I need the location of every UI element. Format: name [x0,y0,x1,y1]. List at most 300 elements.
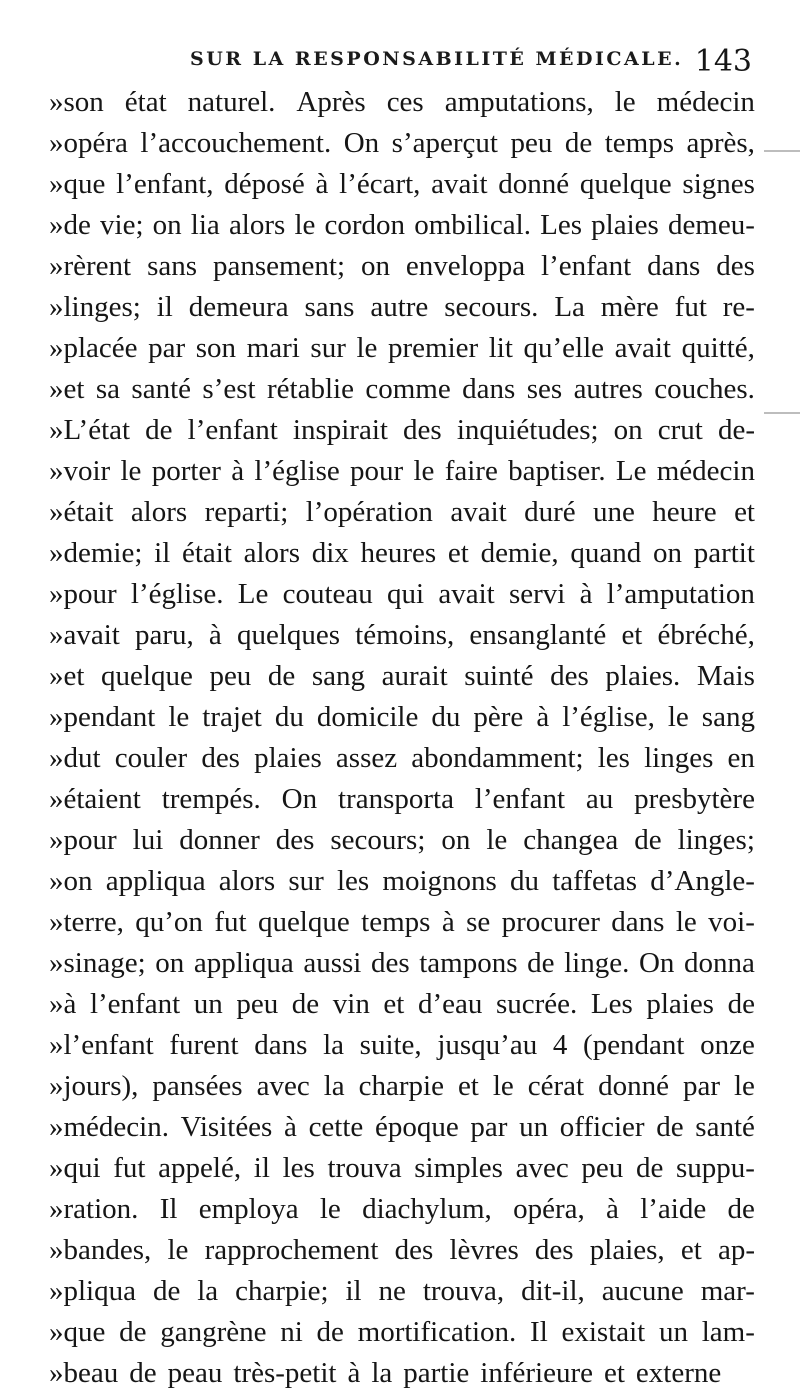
word: avait [614,332,671,364]
word: après, [686,127,755,159]
word: des [534,1234,574,1266]
word: faire [444,455,498,487]
word: très-petit [233,1357,337,1389]
word: dit-il, [521,1275,585,1307]
word: »l’enfant [49,1029,154,1061]
word: peu [510,127,553,159]
word: sur [288,865,324,897]
word: une [593,496,635,528]
word: »pendant [49,701,156,733]
word: ap- [717,1234,755,1266]
word: transporta [337,783,454,815]
word: abondamment; [411,742,584,774]
word: le [294,209,316,241]
word: charpie; [235,1275,329,1307]
word: l’enfant [541,250,632,282]
word: inspirait [292,414,388,446]
text-line [49,369,755,410]
word: crut [657,414,703,446]
word: baptiser. [508,455,606,487]
word: Mais [696,660,755,692]
word: il [154,537,171,569]
word: santé [695,1111,755,1143]
word: rétablie [267,373,354,405]
word: naturel. [187,86,276,118]
word: d’eau [417,988,483,1020]
word: état [124,86,167,118]
word: cette [308,1111,364,1143]
word: reparti; [204,496,289,528]
page-header [160,44,752,84]
word: médecin [656,455,755,487]
word: porter [151,455,221,487]
word: »L’état [49,414,131,446]
word: on [441,824,471,856]
word: Le [615,455,647,487]
word: re- [722,291,755,323]
word: pour [350,455,404,487]
word: domicile [316,701,419,733]
text-line [49,492,755,533]
word: donna [684,947,755,979]
margin-mark [764,412,800,414]
word: cordon [324,209,406,241]
word: des [201,742,240,774]
text-line [49,574,755,615]
word: »dut [49,742,101,774]
word: aussi [303,947,362,979]
word: »jours), [49,1070,139,1102]
running-head: SUR LA RESPONSABILITÉ MÉDICALE. [190,48,684,70]
word: de [635,1152,664,1184]
word: cérat [527,1070,585,1102]
word: alors [218,865,276,897]
word: plaies [591,209,659,241]
word: moignons [382,865,497,897]
word: de [291,988,320,1020]
word: On [343,127,380,159]
word: sucrée. [495,988,578,1020]
word: l’amputation [606,578,755,610]
word: les [597,742,630,774]
word: temps [604,127,674,159]
text-line [49,820,755,861]
word: et [603,1357,625,1389]
word: alors [130,496,188,528]
word: on [155,947,185,979]
word: furent [169,1029,239,1061]
word: à [536,701,550,733]
text-line [49,943,755,984]
word: autres [573,373,643,405]
word: le [492,1070,514,1102]
word: et [734,496,755,528]
word: »médecin. [49,1111,169,1143]
word: du [431,701,461,733]
word: trempés. [161,783,261,815]
word: du [274,701,304,733]
word: rapprochement [204,1234,379,1266]
word: des [394,1234,434,1266]
word: suppu- [676,1152,755,1184]
word: avait [438,578,495,610]
word: de [119,1316,147,1348]
word: Le [237,578,269,610]
word: pansées [152,1070,243,1102]
word: Après [296,86,366,118]
word: existait [561,1316,646,1348]
word: onze [700,1029,755,1061]
word: »étaient [49,783,141,815]
word: par [682,1070,720,1102]
word: on [152,209,182,241]
word: appliqua [105,865,206,897]
word: l’enfant [187,414,278,446]
word: »pliqua [49,1275,136,1307]
text-line [49,328,755,369]
text-line [49,697,755,738]
word: »linges; [49,291,141,323]
word: on [360,250,390,282]
word: et [621,619,643,651]
word: »rèrent [49,250,132,282]
word: changea [523,824,619,856]
word: le [667,701,689,733]
word: des [275,824,315,856]
word: il [156,291,173,323]
word: peu [209,660,252,692]
word: charpie [358,1070,444,1102]
word: lèvres [449,1234,519,1266]
word: Visitées [180,1111,273,1143]
word: le [168,701,190,733]
word: fut [214,906,247,938]
text-line [49,82,755,123]
word: duré [524,496,576,528]
word: des [716,250,755,282]
word: »était [49,496,114,528]
text-line [49,533,755,574]
word: autre [370,291,429,323]
word: mortification. [357,1316,517,1348]
word: couches. [654,373,755,405]
word: pansement; [212,250,346,282]
word: inquiétudes; [456,414,599,446]
text-line [49,1025,755,1066]
word: il [345,1275,362,1307]
word: et [383,988,405,1020]
word: son [195,332,237,364]
word: quelque [579,168,672,200]
word: suite, [359,1029,422,1061]
word: le [413,455,435,487]
word: trouva, [422,1275,505,1307]
word: »que [49,1316,106,1348]
word: et [680,1234,702,1266]
word: »beau [49,1357,119,1389]
word: linges; [677,824,755,856]
text-line [49,1148,755,1189]
word: s’est [202,373,256,405]
word: l’accouchement. [140,127,332,159]
word: premier [387,332,479,364]
word: de- [717,414,755,446]
word: le [120,455,142,487]
word: des [550,660,589,692]
word: qu’on [135,906,203,938]
word: sans [147,250,198,282]
text-line [49,1353,755,1394]
word: signes [682,168,755,200]
word: »et [49,660,85,692]
word: d’Angle- [650,865,755,897]
word: l’écart, [339,168,421,200]
word: Les [540,209,582,241]
word: témoins, [355,619,455,651]
word: Les [590,988,633,1020]
word: le [614,86,636,118]
word: époque [374,1111,459,1143]
word: un [193,988,223,1020]
word: de [727,988,755,1020]
word: demie, [480,537,559,569]
word: »demie; [49,537,143,569]
word: de [145,414,173,446]
word: officier [559,1111,645,1143]
word: santé [131,373,192,405]
word: de [316,1316,344,1348]
word: dans [462,373,516,405]
word: diachylum, [362,1193,492,1225]
word: taffetas [552,865,638,897]
word: gangrène [160,1316,267,1348]
word: l’enfant, [116,168,214,200]
word: alors [228,209,286,241]
word: »de [49,209,91,241]
word: l’église [254,455,340,487]
word: avec [515,1152,569,1184]
word: 4 [552,1029,568,1061]
word: lui [132,824,164,856]
word: »sinage; [49,947,146,979]
page-number: 143 [694,44,752,79]
word: les [337,865,370,897]
word: »son [49,86,104,118]
word: médecin [656,86,755,118]
word: l’opération [305,496,433,528]
word: trouva [327,1152,402,1184]
word: »pour [49,578,117,610]
word: appliqua [193,947,294,979]
word: temps [361,906,431,938]
word: à [208,619,222,651]
word: l’enfant [474,783,566,815]
word: avait [450,496,507,528]
word: à [315,168,329,200]
word: alors [243,537,300,569]
word: mar- [700,1275,755,1307]
word: ombilical. [414,209,531,241]
word: l’enfant [89,988,181,1020]
word: à [284,1111,297,1143]
word: un [658,1316,688,1348]
word: Il [530,1316,548,1348]
word: la [371,1357,393,1389]
word: assez [335,742,398,774]
word: quitté, [681,332,755,364]
word: ébréché, [657,619,755,651]
word: la [323,1029,344,1061]
word: des [370,947,410,979]
word: secours. [444,291,539,323]
word: en [727,742,755,774]
word: trajet [202,701,262,733]
word: peu [236,988,279,1020]
word: ses [526,373,563,405]
word: avait [431,168,488,200]
word: (pendant [583,1029,685,1061]
word: simples [414,1152,503,1184]
word: tampons [419,947,518,979]
word: inférieure [480,1357,593,1389]
word: ces [386,86,424,118]
text-line [49,451,755,492]
word: peau [167,1357,223,1389]
word: servi [508,578,566,610]
word: quelques [236,619,341,651]
word: de [634,824,662,856]
word: quelque [257,906,350,938]
word: du [510,865,540,897]
word: un [519,1111,549,1143]
word: et [457,1070,479,1102]
text-line [49,410,755,451]
text-line [49,1107,755,1148]
word: heure [652,496,717,528]
word: aucune [601,1275,684,1307]
word: était [181,537,232,569]
word: fut [113,1152,146,1184]
word: »qui [49,1152,101,1184]
word: On [638,947,675,979]
word: secours; [330,824,426,856]
word: sur [310,332,346,364]
text-line [49,1271,755,1312]
word: On [281,783,318,815]
word: »que [49,168,106,200]
word: dix [311,537,349,569]
word: ni [280,1316,303,1348]
text-line [49,1066,755,1107]
word: »avait [49,619,120,651]
word: la [197,1275,219,1307]
word: qui [387,578,425,610]
word: de [267,660,296,692]
word: partie [403,1357,470,1389]
word: de [564,127,593,159]
word: comme [365,373,451,405]
word: ensanglanté [469,619,607,651]
word: couteau [282,578,373,610]
word: plaies [254,742,322,774]
word: »pour [49,824,117,856]
word: mari [246,332,300,364]
word: plaies [646,988,714,1020]
word: enveloppa [405,250,526,282]
word: externe [635,1357,722,1389]
word: et [447,537,469,569]
word: à [606,1193,619,1225]
word: de [727,1193,755,1225]
word: il [253,1152,270,1184]
word: »placée [49,332,138,364]
word: les [282,1152,315,1184]
word: heures [360,537,437,569]
word: jusqu’au [437,1029,538,1061]
word: le [167,1234,189,1266]
word: demeura [188,291,289,323]
word: donné [498,168,570,200]
word: mère [600,291,659,323]
word: »terre, [49,906,124,938]
text-line [49,902,755,943]
word: paru, [135,619,194,651]
word: au [585,783,614,815]
word: »bandes, [49,1234,152,1266]
word: sans [304,291,355,323]
word: sang [701,701,755,733]
word: fut [674,291,707,323]
word: lia [190,209,220,241]
word: partit [693,537,755,569]
word: on [613,414,643,446]
word: l’église, [562,701,655,733]
word: La [554,291,585,323]
text-line [49,984,755,1025]
word: sang [311,660,366,692]
word: le [675,906,697,938]
text-line [49,738,755,779]
word: se [466,906,491,938]
word: opéra, [513,1193,585,1225]
word: des [403,414,442,446]
word: père [473,701,524,733]
word: par [470,1111,508,1143]
text-line [49,656,755,697]
text-line [49,1189,755,1230]
word: vin [332,988,370,1020]
word: plaies. [605,660,681,692]
word: amputations, [444,86,594,118]
word: »opéra [49,127,128,159]
word: presbytère [634,783,755,815]
word: à [579,578,593,610]
word: quelque [101,660,193,692]
word: donner [179,824,260,856]
word: linges [644,742,714,774]
text-line [49,1312,755,1353]
word: la [323,1070,345,1102]
word: dans [647,250,701,282]
word: plaies, [589,1234,665,1266]
word: par [148,332,186,364]
word: s’aperçut [391,127,498,159]
text-line [49,861,755,902]
text-line [49,615,755,656]
text-line [49,246,755,287]
word: quand [570,537,642,569]
word: ne [378,1275,406,1307]
